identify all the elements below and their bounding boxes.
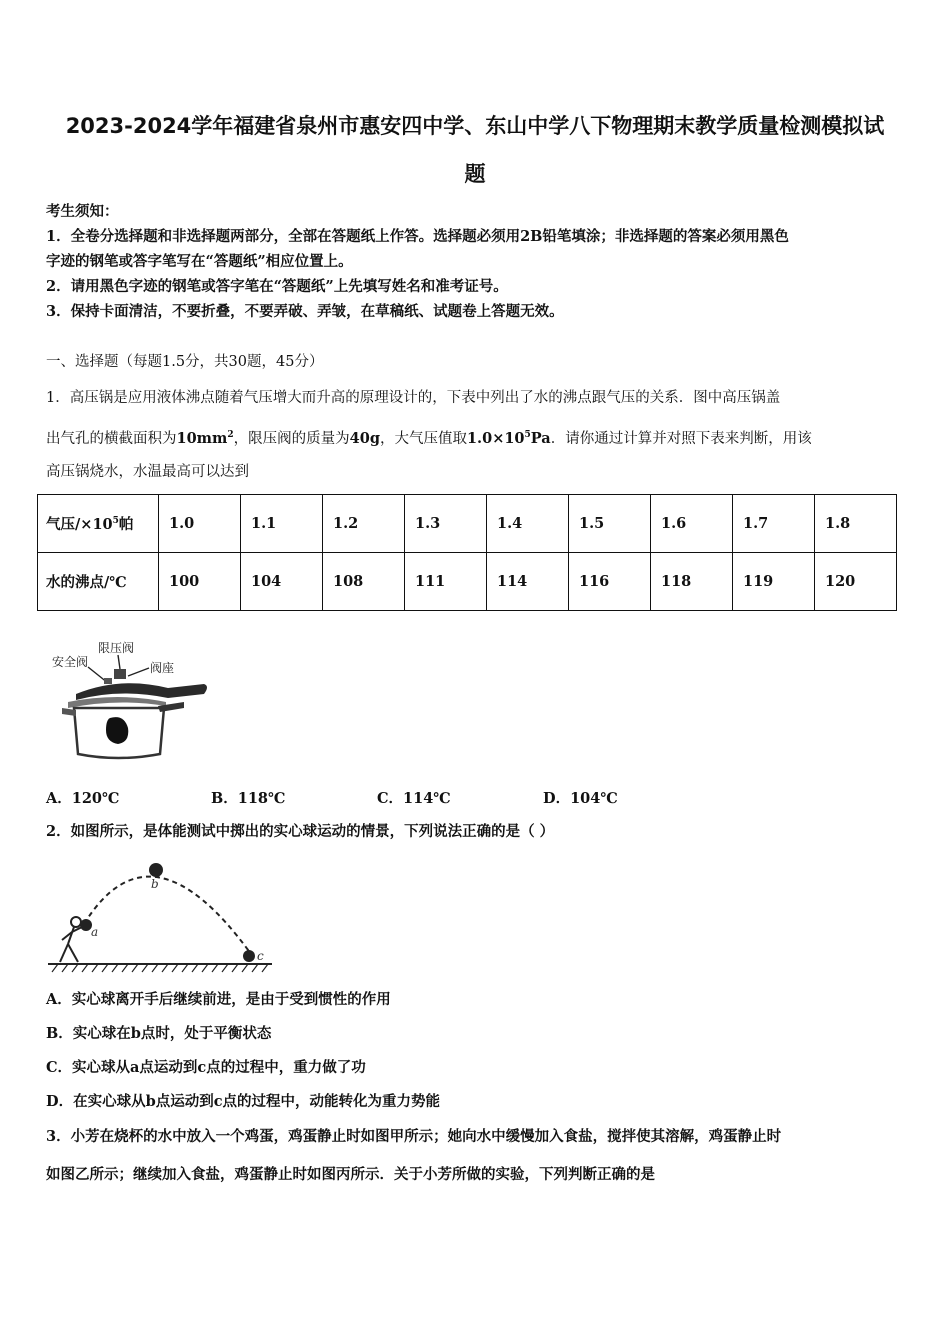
table-header-pressure: 气压$/\times 10^5$帕: [38, 495, 159, 553]
table-cell: 119: [733, 553, 815, 611]
table-cell: 1.1: [241, 495, 323, 553]
q1-stem-line3: 高压锅烧水，水温最高可以达到: [46, 464, 249, 480]
q1-text-a: 出气孔的横截面积为: [46, 430, 177, 447]
label-valve-seat: 阀座: [150, 661, 175, 675]
q1-pressure: $1.0\times 10^5Pa$: [466, 429, 551, 447]
q2-option-c[interactable]: C．实心球从a点运动到c点的过程中，重力做了功: [46, 1059, 366, 1076]
boiling-point-table: [37, 494, 897, 611]
trajectory-path: [84, 877, 251, 954]
section-heading: 一、选择题（每题1.5分，共30题，45分）: [46, 354, 324, 370]
q3-stem-line2: 如图乙所示；继续加入食盐，鸡蛋静止时如图丙所示．关于小芳所做的实验，下列判断正确的是: [46, 1166, 655, 1183]
table-row-pressure: [38, 495, 897, 553]
table-cell: 1.3: [405, 495, 487, 553]
q1-text-d: ．请你通过计算并对照下表来判断，用该: [550, 430, 812, 447]
doc-title-line2: 题: [464, 162, 486, 186]
table-cell: 108: [323, 553, 405, 611]
table-cell: 1.4: [487, 495, 569, 553]
doc-title-line1: 2023-2024学年福建省泉州市惠安四中学、东山中学八下物理期末教学质量检测模拟试: [65, 114, 885, 138]
pressure-cooker-figure: [48, 636, 218, 768]
ball-b-icon: [149, 863, 163, 877]
table-cell: 100: [159, 553, 241, 611]
table-cell: 1.6: [651, 495, 733, 553]
notice-line-1: 1．全卷分选择题和非选择题两部分，全部在答题纸上作答。选择题必须用2B铅笔填涂；非选择题的答案必须用黑色: [46, 228, 789, 245]
table-cell: 111: [405, 553, 487, 611]
table-cell: 1.8: [815, 495, 897, 553]
pressure-cooker-icon: [62, 669, 207, 758]
notice-heading: 考生须知：: [46, 203, 119, 220]
table-cell: 120: [815, 553, 897, 611]
q3-stem-line1: 3．小芳在烧杯的水中放入一个鸡蛋，鸡蛋静止时如图甲所示；她向水中缓慢加入食盐，搅拌使其溶解，鸡蛋静止时: [46, 1128, 782, 1145]
label-safety-valve: 安全阀: [52, 655, 89, 669]
table-cell: 118: [651, 553, 733, 611]
table-cell: 104: [241, 553, 323, 611]
table-cell: 116: [569, 553, 651, 611]
table-cell: 1.5: [569, 495, 651, 553]
q1-stem-line1: 1．高压锅是应用液体沸点随着气压增大而升高的原理设计的，下表中列出了水的沸点跟气压的关系．图中高压锅盖: [46, 390, 781, 406]
notice-line-3: 2．请用黑色字迹的钢笔或答字笔在“答题纸”上先填写姓名和准考证号。: [46, 278, 508, 295]
q1-choice-d[interactable]: D．104℃: [543, 790, 618, 807]
table-cell: 1.7: [733, 495, 815, 553]
q1-stem-line2: [46, 425, 812, 449]
ground: [48, 964, 272, 972]
q1-choice-b[interactable]: B．118℃: [211, 790, 286, 807]
label-a: a: [91, 925, 99, 939]
q1-choice-c[interactable]: C．114℃: [377, 790, 451, 807]
label-b: b: [151, 877, 159, 891]
notice-line-4: 3．保持卡面清洁，不要折叠，不要弄破、弄皱，在草稿纸、试题卷上答题无效。: [46, 303, 564, 320]
table-cell: 114: [487, 553, 569, 611]
label-c: c: [257, 949, 264, 963]
notice-line-2: 字迹的钢笔或答字笔写在“答题纸”相应位置上。: [46, 253, 353, 270]
label-limit-valve: 限压阀: [98, 641, 135, 655]
q1-mass: 40g: [349, 429, 380, 447]
ball-c-icon: [243, 950, 255, 962]
q1-area: $10mm^2$: [176, 429, 234, 447]
q1-choice-a[interactable]: A．120℃: [46, 790, 120, 807]
q2-option-a[interactable]: A．实心球离开手后继续前进，是由于受到惯性的作用: [46, 991, 391, 1008]
table-cell: 1.2: [323, 495, 405, 553]
projectile-figure: [46, 856, 276, 976]
q2-stem: 2．如图所示，是体能测试中掷出的实心球运动的情景，下列说法正确的是（ ）: [46, 823, 555, 840]
q2-option-d[interactable]: D．在实心球从b点运动到c点的过程中，动能转化为重力势能: [46, 1093, 441, 1110]
q1-text-c: ，大气压值取: [379, 430, 467, 447]
table-cell: 1.0: [159, 495, 241, 553]
table-row-boiling: [38, 553, 897, 611]
q2-option-b[interactable]: B．实心球在b点时，处于平衡状态: [46, 1025, 272, 1042]
table-header-boiling: 水的沸点/℃: [38, 553, 159, 611]
q1-text-b: ，限压阀的质量为: [233, 430, 350, 447]
